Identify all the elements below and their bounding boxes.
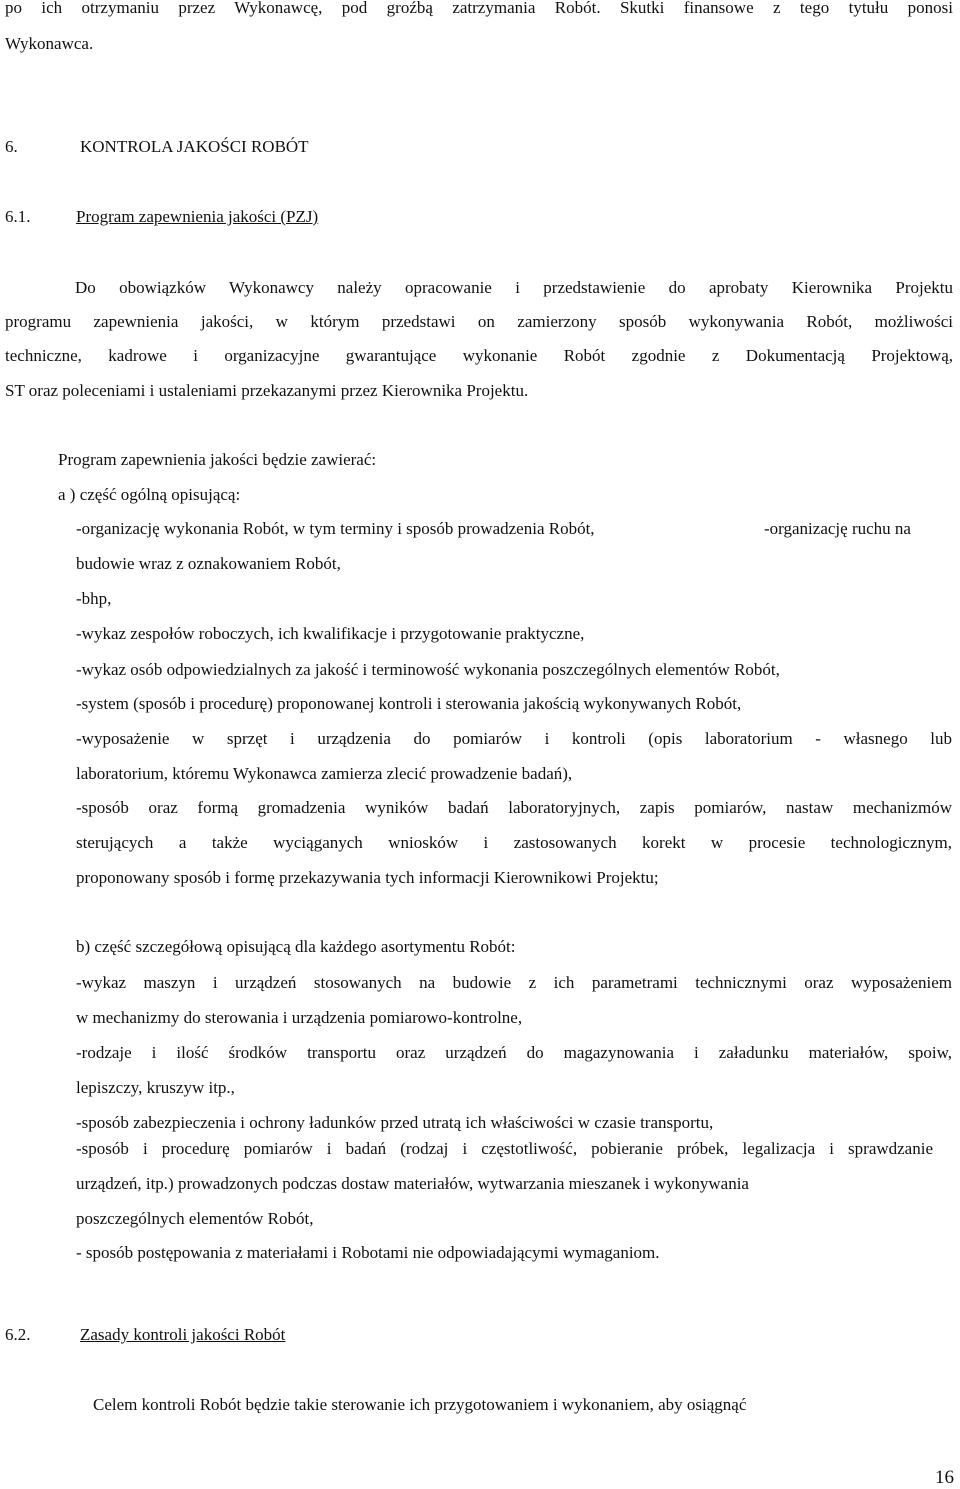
- section-61-para-line-1: Do obowiązków Wykonawcy należy opracowanie i przedstawienie do aprobaty Kierownika Projektu: [75, 278, 953, 297]
- part-b-line: lepiszczy, kruszyw itp.,: [76, 1078, 235, 1097]
- part-b-line: poszczególnych elementów Robót,: [76, 1209, 314, 1228]
- section-61-para-line-3: techniczne, kadrowe i organizacyjne gwarantujące wykonanie Robót zgodnie z Dokumentacją Projektową,: [5, 346, 953, 365]
- part-a-line: proponowany sposób i formę przekazywania tych informacji Kierownikowi Projektu;: [76, 868, 659, 887]
- section-61-title: Program zapewnienia jakości (PZJ): [76, 207, 319, 226]
- part-b-line: urządzeń, itp.) prowadzonych podczas dostaw materiałów, wytwarzania mieszanek i wykonywania: [76, 1174, 749, 1193]
- part-a-line: budowie wraz z oznakowaniem Robót,: [76, 554, 341, 573]
- section-61-para-line-2: programu zapewnienia jakości, w którym przedstawi on zamierzony sposób wykonywania Robót, możliwości: [5, 312, 953, 331]
- page-number: 16: [935, 1467, 954, 1488]
- section-62-number: 6.2.: [5, 1325, 31, 1344]
- section-61-number: 6.1.: [5, 207, 31, 226]
- section-62-para: Celem kontroli Robót będzie takie sterowanie ich przygotowaniem i wykonaniem, aby osiągnąć: [93, 1395, 747, 1414]
- part-b-line: - sposób postępowania z materiałami i Robotami nie odpowiadającymi wymaganiom.: [76, 1243, 660, 1262]
- part-a-line: sterujących a także wyciąganych wniosków i zastosowanych korekt w procesie technologicznym,: [76, 833, 952, 852]
- part-b-line: w mechanizmy do sterowania i urządzenia pomiarowo-kontrolne,: [76, 1008, 523, 1027]
- part-b-line: -wykaz maszyn i urządzeń stosowanych na budowie z ich parametrami technicznymi oraz wyposażeniem: [76, 973, 952, 992]
- section-6-title: KONTROLA JAKOŚCI ROBÓT: [80, 137, 309, 156]
- part-b-line: -rodzaje i ilość środków transportu oraz urządzeń do magazynowania i załadunku materiałów, spoiw,: [76, 1043, 952, 1062]
- section-62-title: Zasady kontroli jakości Robót: [80, 1325, 286, 1344]
- part-a-line-1-right: -organizację ruchu na: [764, 519, 911, 538]
- part-b-line: -sposób i procedurę pomiarów i badań (rodzaj i częstotliwość, pobieranie próbek, legalizacja i sprawdzanie: [76, 1139, 933, 1158]
- intro-line-2: Wykonawca.: [5, 34, 94, 53]
- part-a-line: -sposób oraz formą gromadzenia wyników badań laboratoryjnych, zapis pomiarów, nastaw mechanizmów: [76, 798, 952, 817]
- part-b-line: -sposób zabezpieczenia i ochrony ładunków przed utratą ich właściwości w czasie transportu,: [76, 1113, 714, 1132]
- part-a-line: -wykaz osób odpowiedzialnych za jakość i terminowość wykonania poszczególnych elementów Robót,: [76, 660, 780, 679]
- program-intro: Program zapewnienia jakości będzie zawierać:: [58, 450, 377, 469]
- part-a-line: -wykaz zespołów roboczych, ich kwalifikacje i przygotowanie praktyczne,: [76, 624, 585, 643]
- intro-line-1: po ich otrzymaniu przez Wykonawcę, pod groźbą zatrzymania Robót. Skutki finansowe z tego tytułu ponosi: [5, 0, 953, 17]
- section-61-para-line-4: ST oraz poleceniami i ustaleniami przekazanymi przez Kierownika Projektu.: [5, 381, 529, 400]
- part-a-line: -wyposażenie w sprzęt i urządzenia do pomiarów i kontroli (opis laboratorium - własnego lub: [76, 729, 952, 748]
- part-a-line: laboratorium, któremu Wykonawca zamierza zlecić prowadzenie badań),: [76, 764, 573, 783]
- part-a-line-1-left: -organizację wykonania Robót, w tym terminy i sposób prowadzenia Robót,: [76, 519, 595, 538]
- part-a-line: -bhp,: [76, 589, 112, 608]
- part-b-heading: b) część szczegółową opisującą dla każdego asortymentu Robót:: [76, 937, 516, 956]
- part-a-line: -system (sposób i procedurę) proponowanej kontroli i sterowania jakością wykonywanych Robót,: [76, 694, 742, 713]
- section-6-number: 6.: [5, 137, 18, 156]
- part-a-heading: a ) część ogólną opisującą:: [58, 485, 241, 504]
